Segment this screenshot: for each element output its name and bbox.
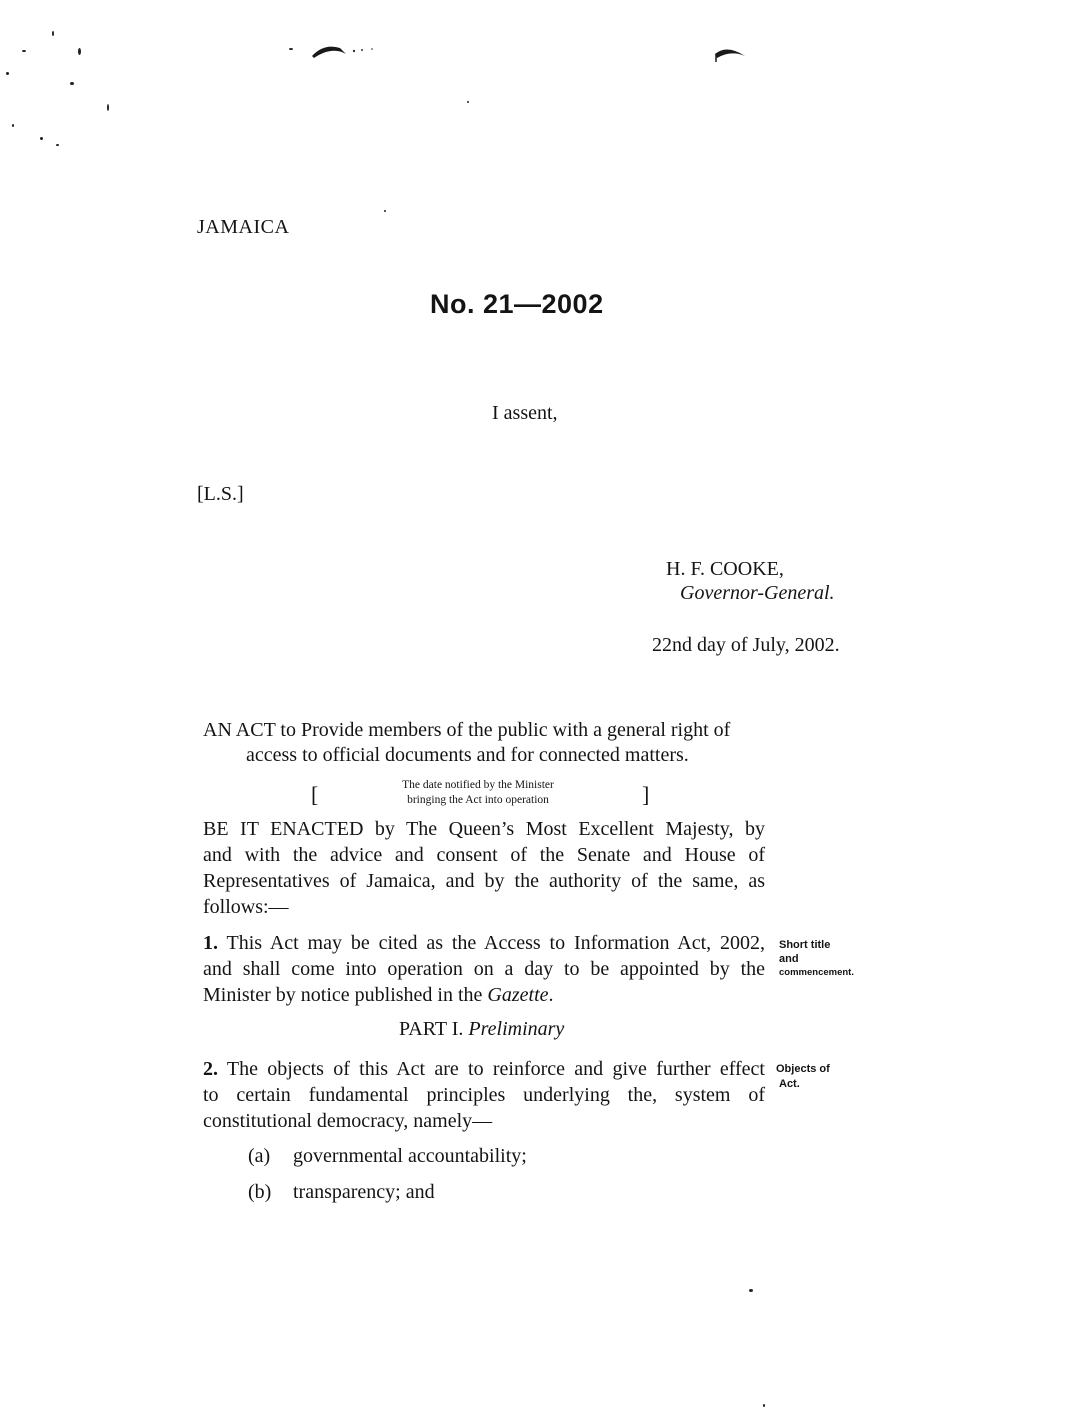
- section-line: constitutional democracy, namely—: [203, 1110, 493, 1132]
- paragraph-text: transparency; and: [293, 1181, 435, 1203]
- enacting-clause-line: and with the advice and consent of the Senate and House of: [203, 844, 765, 866]
- section-line: [203, 982, 765, 1008]
- marginal-note-line: commencement.: [779, 967, 854, 978]
- part-heading: [399, 1018, 564, 1041]
- scan-speck: [763, 1404, 765, 1407]
- scan-speck: [749, 1289, 753, 1292]
- scan-speck: [107, 104, 109, 111]
- commencement-close-bracket: ]: [642, 782, 650, 807]
- scan-speck: [12, 124, 14, 127]
- scan-speck: [289, 48, 293, 50]
- paragraph-text: governmental accountability;: [293, 1145, 527, 1167]
- section-line-text: .: [548, 984, 554, 1006]
- long-title-line: AN ACT to Provide members of the public with a general right of: [203, 719, 731, 741]
- part-title: Preliminary: [468, 1018, 565, 1040]
- commencement-note-line: The date notified by the Minister: [402, 779, 554, 791]
- section-line: to certain fundamental principles underlying the, system of: [203, 1084, 765, 1106]
- section-number: 2.: [203, 1058, 218, 1080]
- part-label: PART I.: [399, 1018, 464, 1040]
- commencement-note: [372, 778, 584, 808]
- section-line-text: The objects of this Act are to reinforce and give further effect: [218, 1058, 765, 1080]
- scan-speck: [6, 72, 9, 75]
- scan-speck: [384, 210, 386, 212]
- section-line: [203, 930, 765, 956]
- section-2: [203, 1056, 765, 1134]
- marginal-note-line: Short title: [779, 939, 831, 951]
- scan-speck: [467, 101, 469, 103]
- section-line-text: This Act may be cited as the Access to Information Act, 2002,: [218, 932, 765, 954]
- section-line-text: Minister by notice published in the: [203, 984, 488, 1006]
- section-line: and shall come into operation on a day to be appointed by the: [203, 958, 765, 980]
- paragraph-label: (a): [248, 1145, 271, 1167]
- paragraph-label: (b): [248, 1181, 272, 1203]
- section-number: 1.: [203, 932, 218, 954]
- enacting-line-text: by The Queen’s Most Excellent Majesty, by: [363, 818, 765, 840]
- commencement-open-bracket: [: [311, 782, 319, 807]
- assent-date: 22nd day of July, 2002.: [652, 634, 840, 656]
- country-heading: JAMAICA: [197, 216, 290, 238]
- governor-general-title: Governor-General.: [680, 582, 835, 604]
- section-1: [203, 930, 765, 1008]
- marginal-note-line: Objects of: [776, 1063, 830, 1075]
- gazette-reference: Gazette: [487, 984, 549, 1006]
- enacting-clause-line: follows:—: [203, 896, 289, 918]
- enacting-clause-line: [203, 816, 765, 842]
- scan-speck: [22, 50, 26, 52]
- seal-mark: [L.S.]: [197, 483, 244, 505]
- scan-smudge-right: [713, 42, 749, 64]
- scan-speck: [56, 144, 59, 146]
- governor-general-name: H. F. COOKE,: [666, 558, 784, 580]
- scan-speck: [78, 48, 81, 55]
- enacting-clause: [203, 816, 765, 920]
- scan-speck: [52, 31, 54, 36]
- assent-statement: I assent,: [492, 402, 558, 424]
- enacting-lead: BE IT ENACTED: [203, 818, 364, 840]
- marginal-note-line: Act.: [779, 1078, 800, 1090]
- section-line: [203, 1056, 765, 1082]
- act-number: No. 21—2002: [430, 289, 604, 319]
- commencement-note-line: bringing the Act into operation: [407, 794, 549, 806]
- scan-speck: [70, 82, 74, 85]
- enacting-clause-line: Representatives of Jamaica, and by the authority of the same, as: [203, 870, 765, 892]
- scan-smudge-left: [310, 40, 380, 60]
- scan-speck: [40, 137, 43, 140]
- marginal-note-line: and: [779, 953, 799, 965]
- long-title-line: access to official documents and for connected matters.: [246, 744, 689, 766]
